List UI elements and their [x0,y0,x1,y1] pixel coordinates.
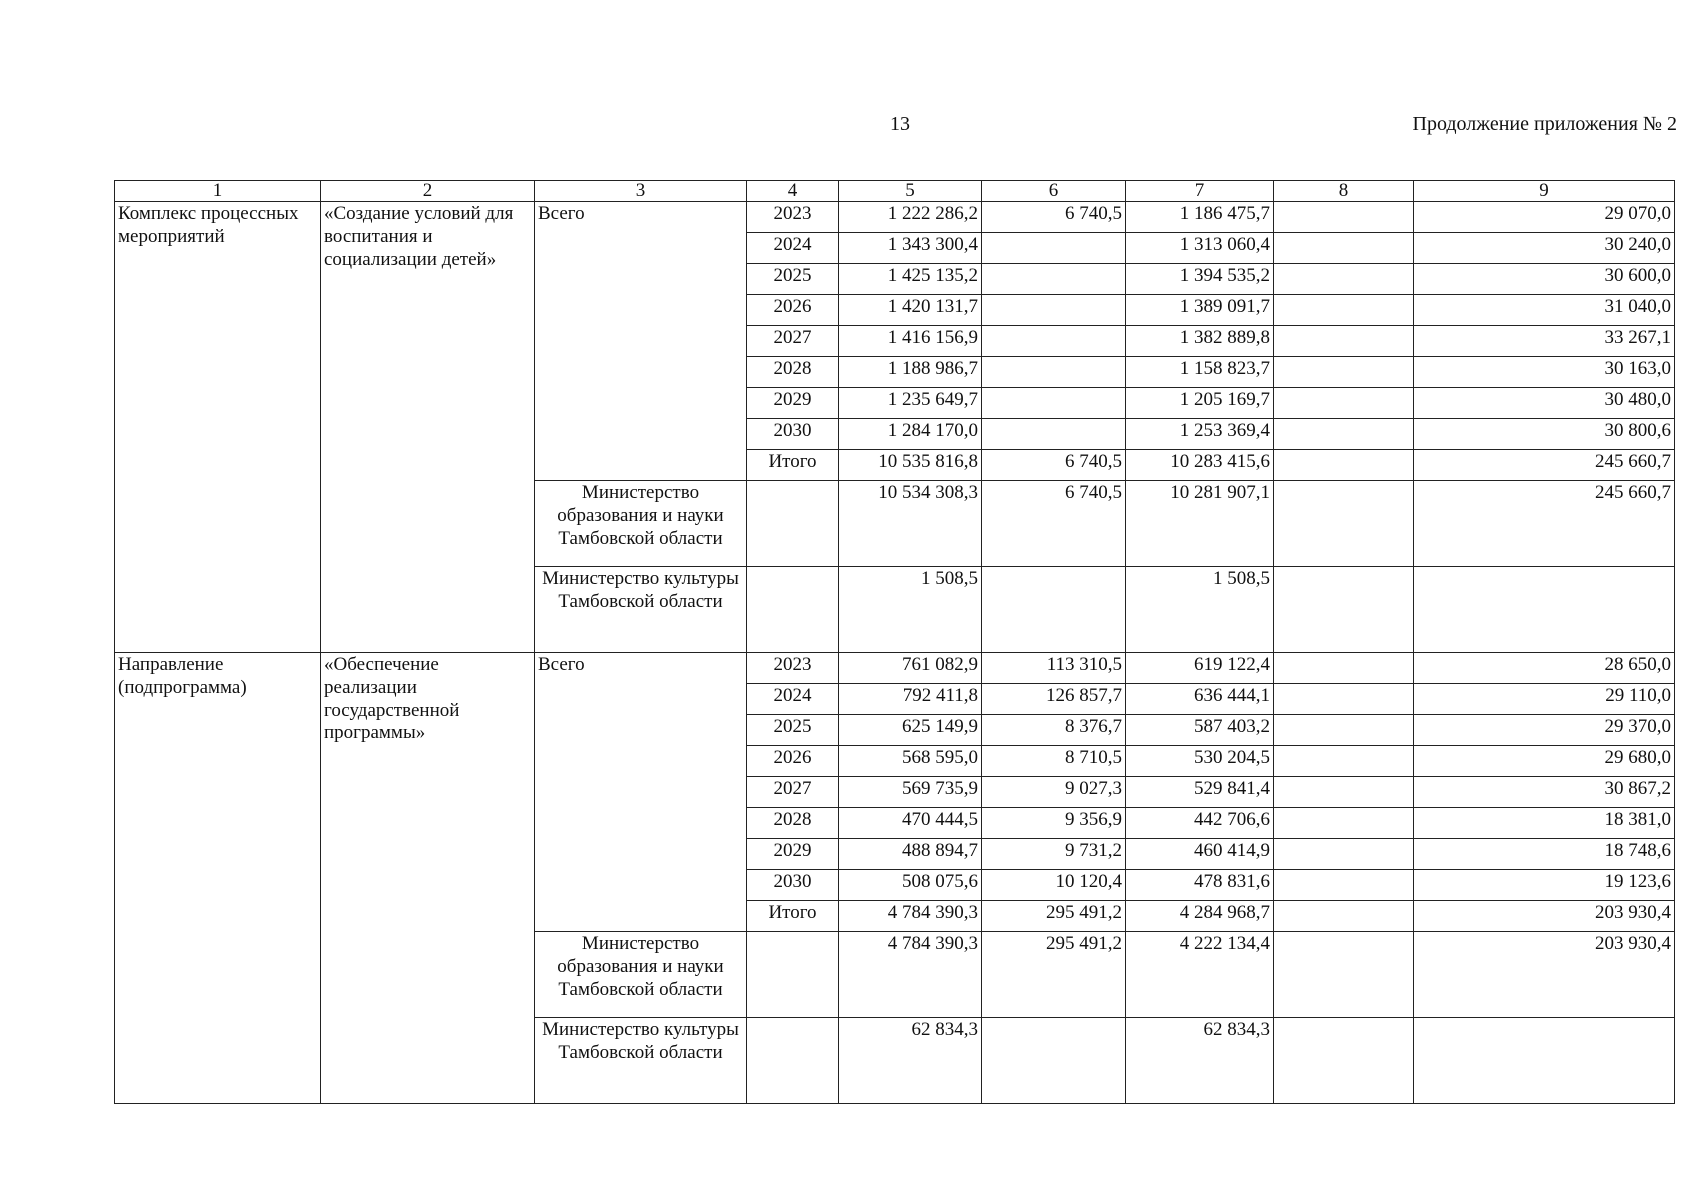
year-cell: Итого [747,450,839,481]
amount-cell [1274,808,1414,839]
amount-cell: 31 040,0 [1414,295,1675,326]
section-title-cell: «Обеспечение реализации государственной программы» [321,653,535,1104]
amount-cell: 6 740,5 [982,481,1126,567]
year-cell: 2027 [747,326,839,357]
year-cell: 2028 [747,808,839,839]
section-title-cell: «Создание условий для воспитания и социализации детей» [321,202,535,653]
appendix-continuation-label: Продолжение приложения № 2 [1412,113,1677,135]
amount-cell [1274,839,1414,870]
amount-cell: 1 416 156,9 [839,326,982,357]
amount-cell: 1 508,5 [839,567,982,653]
amount-cell: 619 122,4 [1126,653,1274,684]
amount-cell [1274,264,1414,295]
amount-cell: 1 420 131,7 [839,295,982,326]
amount-cell: 1 186 475,7 [1126,202,1274,233]
amount-cell: 10 120,4 [982,870,1126,901]
amount-cell: 636 444,1 [1126,684,1274,715]
amount-cell [1274,357,1414,388]
year-cell: 2024 [747,233,839,264]
amount-cell: 761 082,9 [839,653,982,684]
ministry-name-cell: Министерство культуры Тамбовской области [535,567,747,653]
amount-cell: 9 731,2 [982,839,1126,870]
funding-source-cell: Всего [535,653,747,932]
column-header: 3 [535,181,747,202]
amount-cell: 1 313 060,4 [1126,233,1274,264]
amount-cell: 18 748,6 [1414,839,1675,870]
section-type-cell: Комплекс процессных мероприятий [115,202,321,653]
year-cell: 2023 [747,653,839,684]
year-cell: 2030 [747,419,839,450]
amount-cell: 203 930,4 [1414,932,1675,1018]
amount-cell [1274,777,1414,808]
amount-cell: 30 240,0 [1414,233,1675,264]
year-cell: 2027 [747,777,839,808]
amount-cell [1274,715,1414,746]
amount-cell: 478 831,6 [1126,870,1274,901]
amount-cell: 10 281 907,1 [1126,481,1274,567]
column-header: 9 [1414,181,1675,202]
amount-cell: 568 595,0 [839,746,982,777]
amount-cell [982,233,1126,264]
amount-cell [1274,746,1414,777]
column-header: 5 [839,181,982,202]
amount-cell: 442 706,6 [1126,808,1274,839]
amount-cell: 30 800,6 [1414,419,1675,450]
year-cell [747,567,839,653]
amount-cell: 29 680,0 [1414,746,1675,777]
year-cell: 2028 [747,357,839,388]
amount-cell [982,419,1126,450]
amount-cell [982,567,1126,653]
year-cell [747,481,839,567]
amount-cell: 10 534 308,3 [839,481,982,567]
amount-cell: 29 110,0 [1414,684,1675,715]
amount-cell: 587 403,2 [1126,715,1274,746]
amount-cell: 4 284 968,7 [1126,901,1274,932]
amount-cell: 30 600,0 [1414,264,1675,295]
year-cell: 2026 [747,295,839,326]
amount-cell: 6 740,5 [982,450,1126,481]
year-cell: 2026 [747,746,839,777]
amount-cell: 10 283 415,6 [1126,450,1274,481]
ministry-name-cell: Министерство образования и науки Тамбовской области [535,481,747,567]
amount-cell: 625 149,9 [839,715,982,746]
year-cell: Итого [747,901,839,932]
year-cell [747,1018,839,1104]
column-number-row [115,181,1675,202]
amount-cell: 569 735,9 [839,777,982,808]
amount-cell [1274,870,1414,901]
amount-cell: 1 508,5 [1126,567,1274,653]
year-cell: 2029 [747,388,839,419]
column-header: 4 [747,181,839,202]
amount-cell [982,326,1126,357]
year-cell: 2023 [747,202,839,233]
amount-cell [1274,450,1414,481]
budget-table [114,180,1675,1104]
column-header: 1 [115,181,321,202]
amount-cell: 203 930,4 [1414,901,1675,932]
amount-cell: 1 394 535,2 [1126,264,1274,295]
amount-cell: 9 027,3 [982,777,1126,808]
amount-cell: 295 491,2 [982,901,1126,932]
column-header: 8 [1274,181,1414,202]
amount-cell: 30 163,0 [1414,357,1675,388]
amount-cell: 1 205 169,7 [1126,388,1274,419]
amount-cell: 529 841,4 [1126,777,1274,808]
amount-cell [1274,653,1414,684]
amount-cell: 1 253 369,4 [1126,419,1274,450]
amount-cell: 28 650,0 [1414,653,1675,684]
amount-cell [1274,419,1414,450]
amount-cell: 113 310,5 [982,653,1126,684]
amount-cell: 1 188 986,7 [839,357,982,388]
table-row [115,653,1675,684]
amount-cell: 460 414,9 [1126,839,1274,870]
amount-cell: 470 444,5 [839,808,982,839]
amount-cell: 29 070,0 [1414,202,1675,233]
amount-cell: 1 158 823,7 [1126,357,1274,388]
budget-table-body [115,181,1675,1104]
amount-cell [1274,567,1414,653]
column-header: 2 [321,181,535,202]
amount-cell [1274,326,1414,357]
amount-cell: 8 376,7 [982,715,1126,746]
year-cell: 2025 [747,715,839,746]
amount-cell [1414,1018,1675,1104]
amount-cell: 33 267,1 [1414,326,1675,357]
amount-cell [982,1018,1126,1104]
amount-cell: 10 535 816,8 [839,450,982,481]
amount-cell [982,295,1126,326]
amount-cell [1274,295,1414,326]
amount-cell: 1 425 135,2 [839,264,982,295]
amount-cell: 508 075,6 [839,870,982,901]
amount-cell: 62 834,3 [1126,1018,1274,1104]
amount-cell: 245 660,7 [1414,450,1675,481]
amount-cell [1274,1018,1414,1104]
ministry-name-cell: Министерство образования и науки Тамбовской области [535,932,747,1018]
amount-cell: 1 222 286,2 [839,202,982,233]
amount-cell: 488 894,7 [839,839,982,870]
amount-cell: 29 370,0 [1414,715,1675,746]
table-row [115,202,1675,233]
amount-cell [1274,388,1414,419]
year-cell: 2029 [747,839,839,870]
year-cell: 2025 [747,264,839,295]
amount-cell: 30 480,0 [1414,388,1675,419]
column-header: 7 [1126,181,1274,202]
amount-cell [982,357,1126,388]
amount-cell: 792 411,8 [839,684,982,715]
amount-cell [1414,567,1675,653]
amount-cell [1274,684,1414,715]
amount-cell: 1 343 300,4 [839,233,982,264]
amount-cell: 295 491,2 [982,932,1126,1018]
amount-cell: 4 784 390,3 [839,901,982,932]
amount-cell [1274,202,1414,233]
page-number: 13 [890,113,910,135]
amount-cell: 8 710,5 [982,746,1126,777]
amount-cell: 245 660,7 [1414,481,1675,567]
amount-cell: 1 284 170,0 [839,419,982,450]
amount-cell [1274,932,1414,1018]
year-cell: 2024 [747,684,839,715]
amount-cell: 18 381,0 [1414,808,1675,839]
amount-cell [982,388,1126,419]
amount-cell: 62 834,3 [839,1018,982,1104]
amount-cell [1274,901,1414,932]
year-cell [747,932,839,1018]
funding-source-cell: Всего [535,202,747,481]
section-type-cell: Направление (подпрограмма) [115,653,321,1104]
amount-cell: 4 784 390,3 [839,932,982,1018]
amount-cell [982,264,1126,295]
amount-cell: 530 204,5 [1126,746,1274,777]
amount-cell: 30 867,2 [1414,777,1675,808]
ministry-name-cell: Министерство культуры Тамбовской области [535,1018,747,1104]
amount-cell: 1 389 091,7 [1126,295,1274,326]
amount-cell: 19 123,6 [1414,870,1675,901]
amount-cell: 4 222 134,4 [1126,932,1274,1018]
amount-cell [1274,481,1414,567]
column-header: 6 [982,181,1126,202]
amount-cell: 1 382 889,8 [1126,326,1274,357]
amount-cell: 6 740,5 [982,202,1126,233]
amount-cell: 1 235 649,7 [839,388,982,419]
amount-cell: 9 356,9 [982,808,1126,839]
amount-cell [1274,233,1414,264]
year-cell: 2030 [747,870,839,901]
amount-cell: 126 857,7 [982,684,1126,715]
